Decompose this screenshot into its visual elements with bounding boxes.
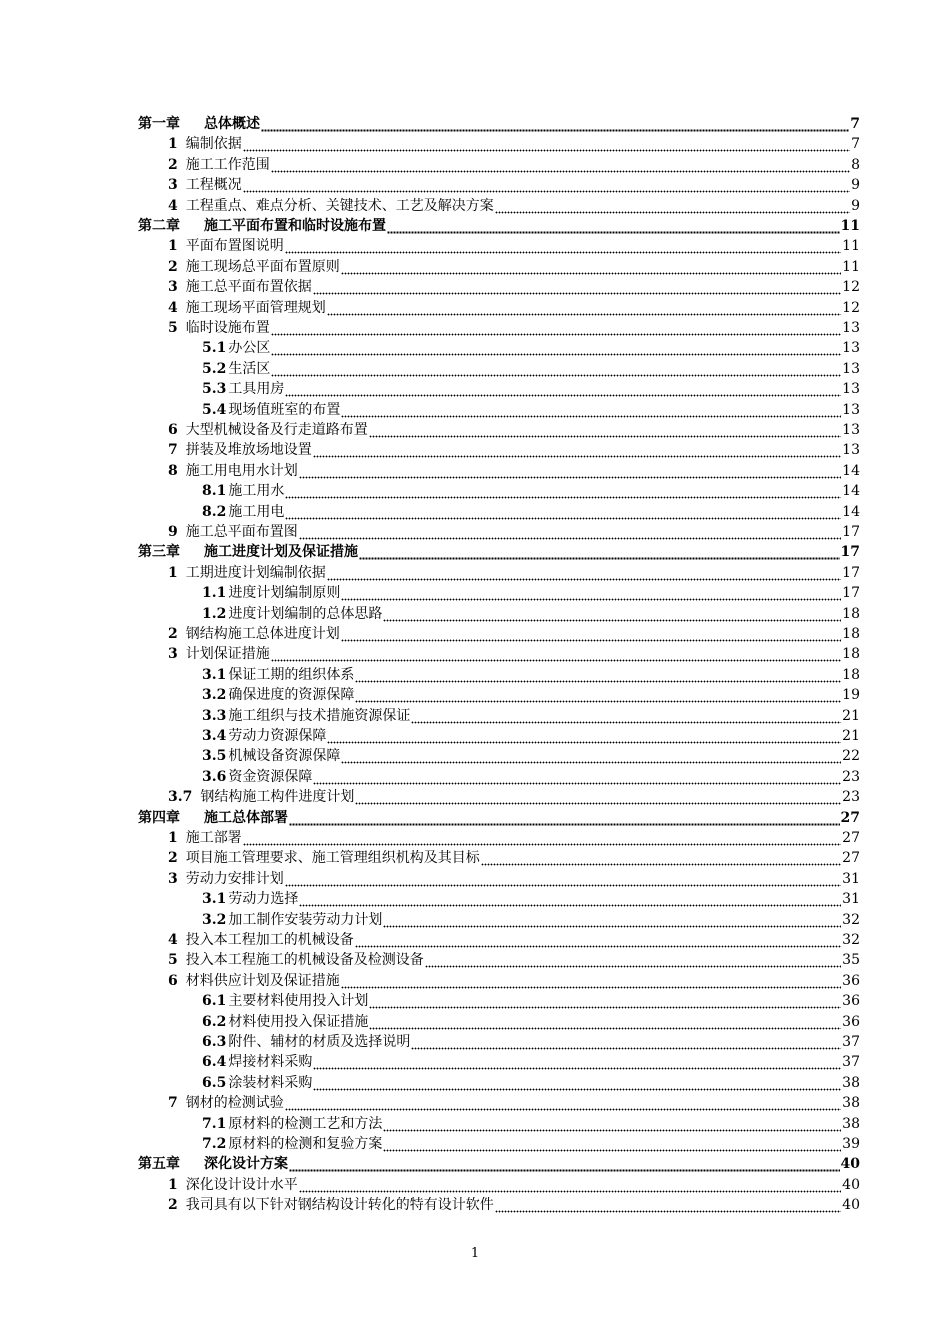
toc-entry-number: 1 bbox=[168, 136, 178, 153]
toc-entry-number: 5 bbox=[168, 320, 178, 336]
toc-entry-page: 13 bbox=[842, 360, 860, 377]
toc-entry-page: 40 bbox=[840, 1156, 860, 1173]
toc-entry[interactable] bbox=[138, 1052, 860, 1072]
toc-entry-title: 施工用水 bbox=[228, 483, 285, 500]
toc-entry-number: 3.2 bbox=[202, 687, 227, 704]
toc-entry-page: 40 bbox=[842, 1197, 860, 1214]
toc-entry[interactable] bbox=[138, 889, 860, 909]
toc-entry-title: 确保进度的资源保障 bbox=[228, 687, 355, 704]
dot-leader bbox=[341, 400, 841, 420]
toc-entry-number: 5.2 bbox=[202, 360, 227, 377]
toc-entry-title: 劳动力安排计划 bbox=[185, 870, 284, 887]
dot-leader bbox=[355, 665, 841, 685]
toc-entry-page: 31 bbox=[842, 891, 860, 908]
toc-entry-page: 31 bbox=[842, 870, 860, 887]
toc-entry-title: 施工平面布置和临时设施布置 bbox=[204, 218, 386, 234]
toc-entry-number: 5.3 bbox=[202, 381, 227, 398]
toc-entry-number: 6.4 bbox=[202, 1054, 227, 1071]
toc-entry-number: 5.1 bbox=[202, 340, 227, 357]
toc-entry[interactable] bbox=[138, 277, 860, 297]
toc-entry[interactable] bbox=[138, 379, 860, 399]
toc-entry-title: 施工工作范围 bbox=[185, 156, 270, 173]
dot-leader bbox=[341, 583, 841, 603]
toc-entry[interactable] bbox=[138, 644, 860, 664]
toc-entry-number: 第五章 bbox=[138, 1156, 180, 1173]
toc-entry-title: 工程概况 bbox=[185, 177, 242, 194]
toc-entry[interactable] bbox=[138, 236, 860, 256]
toc-entry-number: 2 bbox=[168, 850, 178, 867]
toc-entry-number: 第一章 bbox=[138, 116, 180, 132]
toc-entry-number: 6.2 bbox=[202, 1013, 227, 1030]
toc-entry-number: 第四章 bbox=[138, 809, 180, 826]
toc-entry-title: 施工进度计划及保证措施 bbox=[204, 544, 358, 561]
toc-entry-title: 施工组织与技术措施资源保证 bbox=[228, 707, 411, 724]
dot-leader bbox=[495, 1195, 841, 1215]
toc-entry-page: 14 bbox=[842, 462, 860, 479]
toc-entry-page: 37 bbox=[842, 1034, 860, 1050]
toc-entry[interactable] bbox=[138, 787, 860, 807]
toc-entry-number: 2 bbox=[168, 1197, 178, 1214]
toc-entry-number: 3.7 bbox=[168, 789, 193, 806]
toc-entry-page: 37 bbox=[842, 1054, 860, 1071]
toc-entry-title: 编制依据 bbox=[185, 136, 242, 153]
toc-entry-page: 32 bbox=[842, 932, 860, 948]
toc-entry-title: 项目施工管理要求、施工管理组织机构及其目标 bbox=[185, 850, 480, 867]
toc-entry-title: 进度计划编制的总体思路 bbox=[228, 605, 383, 622]
toc-entry[interactable] bbox=[138, 685, 860, 705]
dot-leader bbox=[299, 522, 841, 542]
toc-entry[interactable] bbox=[138, 828, 860, 848]
toc-entry-title: 施工现场总平面布置原则 bbox=[185, 258, 340, 275]
toc-entry[interactable] bbox=[138, 257, 860, 277]
toc-entry-number: 第三章 bbox=[138, 544, 180, 561]
toc-entry-title: 平面布置图说明 bbox=[185, 238, 284, 255]
toc-entry-title: 钢结构施工构件进度计划 bbox=[200, 789, 355, 806]
dot-leader bbox=[369, 420, 841, 440]
toc-entry-page: 11 bbox=[842, 258, 860, 275]
toc-entry-title: 大型机械设备及行走道路布置 bbox=[185, 422, 368, 438]
dot-leader bbox=[383, 604, 841, 624]
toc-entry-number: 5.4 bbox=[202, 401, 227, 418]
dot-leader bbox=[271, 155, 850, 175]
toc-entry[interactable] bbox=[138, 338, 860, 358]
dot-leader bbox=[243, 828, 841, 848]
dot-leader bbox=[383, 1134, 841, 1154]
toc-entry-number: 4 bbox=[168, 932, 178, 948]
toc-entry-page: 18 bbox=[842, 626, 860, 642]
toc-entry-page: 11 bbox=[842, 238, 860, 255]
toc-entry-number: 4 bbox=[168, 299, 178, 316]
toc-entry-title: 涂装材料采购 bbox=[228, 1074, 313, 1091]
toc-entry-title: 材料使用投入保证措施 bbox=[228, 1013, 369, 1030]
toc-entry-title: 资金资源保障 bbox=[228, 768, 313, 785]
toc-entry[interactable] bbox=[138, 216, 860, 236]
toc-entry-page: 14 bbox=[842, 503, 860, 520]
toc-entry-title: 我司具有以下针对钢结构设计转化的特有设计软件 bbox=[185, 1197, 494, 1214]
toc-entry-page: 38 bbox=[842, 1074, 860, 1091]
dot-leader bbox=[313, 767, 841, 787]
toc-entry-page: 13 bbox=[842, 401, 860, 418]
toc-entry-title: 拼装及堆放场地设置 bbox=[185, 442, 312, 459]
dot-leader bbox=[341, 971, 841, 991]
dot-leader bbox=[299, 889, 841, 909]
dot-leader bbox=[383, 1114, 841, 1134]
toc-entry[interactable] bbox=[138, 196, 860, 216]
toc-entry[interactable] bbox=[138, 1195, 860, 1215]
dot-leader bbox=[369, 991, 841, 1011]
dot-leader bbox=[313, 277, 841, 297]
toc-entry-number: 7.2 bbox=[202, 1136, 227, 1152]
toc-entry[interactable] bbox=[138, 1032, 860, 1052]
dot-leader bbox=[327, 563, 841, 583]
toc-entry-title: 原材料的检测工艺和方法 bbox=[228, 1115, 383, 1132]
dot-leader bbox=[341, 624, 841, 644]
toc-entry-title: 现场值班室的布置 bbox=[228, 401, 341, 418]
toc-entry-page: 36 bbox=[842, 972, 860, 989]
toc-entry-page: 13 bbox=[842, 320, 860, 336]
dot-leader bbox=[355, 787, 841, 807]
toc-entry[interactable] bbox=[138, 563, 860, 583]
toc-entry-number: 1.2 bbox=[202, 605, 227, 622]
toc-entry-title: 劳动力资源保障 bbox=[228, 728, 327, 744]
toc-entry-page: 40 bbox=[842, 1176, 860, 1193]
dot-leader bbox=[411, 1032, 841, 1052]
dot-leader bbox=[299, 461, 841, 481]
toc-entry[interactable] bbox=[138, 808, 860, 828]
toc-entry-title: 深化设计方案 bbox=[204, 1156, 288, 1173]
dot-leader bbox=[481, 848, 841, 868]
toc-entry[interactable] bbox=[138, 318, 860, 338]
toc-entry[interactable] bbox=[138, 175, 860, 195]
toc-entry-number: 6.3 bbox=[202, 1034, 227, 1050]
toc-entry[interactable] bbox=[138, 420, 860, 440]
toc-entry-page: 9 bbox=[851, 177, 860, 194]
toc-entry[interactable] bbox=[138, 706, 860, 726]
toc-entry-page: 21 bbox=[842, 728, 860, 744]
toc-entry-number: 3.2 bbox=[202, 911, 227, 928]
toc-entry[interactable] bbox=[138, 1175, 860, 1195]
toc-entry-page: 13 bbox=[842, 340, 860, 357]
toc-entry-page: 11 bbox=[840, 218, 860, 234]
dot-leader bbox=[355, 685, 841, 705]
dot-leader bbox=[341, 746, 841, 766]
toc-entry-number: 3 bbox=[168, 646, 178, 663]
toc-entry-page: 39 bbox=[842, 1136, 860, 1152]
dot-leader bbox=[285, 379, 841, 399]
toc-entry-title: 投入本工程施工的机械设备及检测设备 bbox=[185, 952, 424, 969]
toc-entry-page: 18 bbox=[842, 605, 860, 622]
toc-entry-title: 保证工期的组织体系 bbox=[228, 666, 355, 683]
dot-leader bbox=[271, 359, 841, 379]
toc-entry-title: 附件、辅材的材质及选择说明 bbox=[228, 1034, 411, 1050]
toc-entry-number: 6 bbox=[168, 972, 178, 989]
dot-leader bbox=[313, 1073, 841, 1093]
dot-leader bbox=[359, 542, 840, 562]
toc-entry[interactable] bbox=[138, 971, 860, 991]
toc-entry-page: 32 bbox=[842, 911, 860, 928]
toc-entry-number: 6.5 bbox=[202, 1074, 227, 1091]
dot-leader bbox=[327, 726, 841, 746]
toc-entry-title: 施工部署 bbox=[185, 830, 242, 846]
toc-entry-number: 3 bbox=[168, 177, 178, 194]
toc-entry[interactable] bbox=[138, 522, 860, 542]
toc-entry-number: 7 bbox=[168, 1095, 178, 1112]
toc-entry-number: 1 bbox=[168, 1176, 178, 1193]
toc-entry-title: 钢结构施工总体进度计划 bbox=[185, 626, 340, 642]
toc-entry-number: 3.4 bbox=[202, 728, 227, 744]
toc-entry-page: 14 bbox=[842, 483, 860, 500]
toc-entry-title: 施工总平面布置依据 bbox=[185, 279, 312, 296]
dot-leader bbox=[355, 930, 841, 950]
toc-entry-title: 材料供应计划及保证措施 bbox=[185, 972, 340, 989]
toc-entry[interactable] bbox=[138, 848, 860, 868]
toc-entry[interactable] bbox=[138, 1114, 860, 1134]
toc-entry-number: 6 bbox=[168, 422, 178, 438]
dot-leader bbox=[495, 196, 850, 216]
toc-entry-title: 工程重点、难点分析、关键技术、工艺及解决方案 bbox=[185, 197, 494, 214]
toc-entry-number: 2 bbox=[168, 156, 178, 173]
toc-entry-title: 主要材料使用投入计划 bbox=[228, 993, 369, 1010]
toc-entry-title: 施工总体部署 bbox=[204, 809, 288, 826]
dot-leader bbox=[327, 298, 841, 318]
toc-entry[interactable] bbox=[138, 440, 860, 460]
toc-entry[interactable] bbox=[138, 502, 860, 522]
toc-entry-number: 8 bbox=[168, 462, 178, 479]
dot-leader bbox=[261, 114, 849, 134]
dot-leader bbox=[285, 481, 841, 501]
dot-leader bbox=[289, 1154, 840, 1174]
toc-entry-title: 总体概述 bbox=[204, 116, 260, 132]
toc-entry-title: 临时设施布置 bbox=[185, 320, 270, 336]
toc-entry-title: 焊接材料采购 bbox=[228, 1054, 313, 1071]
toc-entry-number: 2 bbox=[168, 626, 178, 642]
toc-entry-page: 12 bbox=[842, 299, 860, 316]
dot-leader bbox=[285, 869, 841, 889]
toc-entry-page: 7 bbox=[850, 116, 860, 132]
dot-leader bbox=[271, 318, 841, 338]
toc-entry[interactable] bbox=[138, 767, 860, 787]
toc-entry[interactable] bbox=[138, 359, 860, 379]
toc-entry-page: 9 bbox=[851, 197, 860, 214]
toc-entry-number: 3.1 bbox=[202, 666, 227, 683]
dot-leader bbox=[411, 706, 841, 726]
toc-entry-page: 7 bbox=[851, 136, 860, 153]
toc-entry[interactable] bbox=[138, 481, 860, 501]
toc-entry[interactable] bbox=[138, 542, 860, 562]
toc-entry-page: 18 bbox=[842, 666, 860, 683]
toc-entry-number: 7.1 bbox=[202, 1115, 227, 1132]
toc-entry-title: 办公区 bbox=[228, 340, 271, 357]
toc-entry-number: 1 bbox=[168, 564, 178, 581]
toc-entry[interactable] bbox=[138, 134, 860, 154]
toc-entry[interactable] bbox=[138, 624, 860, 644]
toc-entry-page: 13 bbox=[842, 442, 860, 459]
dot-leader bbox=[313, 1052, 841, 1072]
dot-leader bbox=[289, 808, 840, 828]
dot-leader bbox=[313, 440, 841, 460]
toc-entry-page: 8 bbox=[851, 156, 860, 173]
toc-entry-title: 生活区 bbox=[228, 360, 271, 377]
toc-entry-title: 劳动力选择 bbox=[228, 891, 299, 908]
toc-entry-page: 13 bbox=[842, 381, 860, 398]
toc-entry[interactable] bbox=[138, 604, 860, 624]
toc-entry[interactable] bbox=[138, 1093, 860, 1113]
toc-entry-page: 27 bbox=[842, 830, 860, 846]
toc-entry-number: 8.2 bbox=[202, 503, 227, 520]
toc-entry-number: 3 bbox=[168, 870, 178, 887]
toc-entry[interactable] bbox=[138, 1073, 860, 1093]
toc-entry-title: 机械设备资源保障 bbox=[228, 748, 341, 765]
toc-entry-title: 投入本工程加工的机械设备 bbox=[185, 932, 354, 948]
toc-entry-page: 23 bbox=[842, 768, 860, 785]
toc-entry-number: 3.3 bbox=[202, 707, 227, 724]
toc-entry-title: 进度计划编制原则 bbox=[228, 585, 341, 602]
toc-entry-number: 第二章 bbox=[138, 218, 180, 234]
toc-entry-page: 17 bbox=[842, 524, 860, 540]
toc-entry-page: 27 bbox=[842, 850, 860, 867]
toc-entry[interactable] bbox=[138, 869, 860, 889]
toc-entry-page: 38 bbox=[842, 1115, 860, 1132]
toc-entry[interactable] bbox=[138, 726, 860, 746]
toc-entry[interactable] bbox=[138, 114, 860, 134]
toc-entry-number: 9 bbox=[168, 524, 178, 540]
dot-leader bbox=[425, 950, 841, 970]
toc-entry-number: 2 bbox=[168, 258, 178, 275]
toc-entry[interactable] bbox=[138, 930, 860, 950]
toc-entry-page: 36 bbox=[842, 993, 860, 1010]
dot-leader bbox=[271, 644, 841, 664]
toc-entry-number: 3.6 bbox=[202, 768, 227, 785]
toc-entry-page: 23 bbox=[842, 789, 860, 806]
dot-leader bbox=[387, 216, 840, 236]
toc-entry[interactable] bbox=[138, 910, 860, 930]
toc-entry-page: 19 bbox=[842, 687, 860, 704]
toc-entry[interactable] bbox=[138, 461, 860, 481]
toc-entry[interactable] bbox=[138, 665, 860, 685]
dot-leader bbox=[383, 910, 841, 930]
page-number: 1 bbox=[470, 1246, 480, 1261]
toc-entry-number: 3.1 bbox=[202, 891, 227, 908]
toc-entry-number: 1.1 bbox=[202, 585, 227, 602]
toc-entry-number: 7 bbox=[168, 442, 178, 459]
dot-leader bbox=[369, 1012, 841, 1032]
toc-entry-title: 加工制作安装劳动力计划 bbox=[228, 911, 383, 928]
toc-entry-page: 17 bbox=[842, 585, 860, 602]
toc-entry[interactable] bbox=[138, 991, 860, 1011]
toc-entry[interactable] bbox=[138, 583, 860, 603]
toc-entry-title: 施工用电用水计划 bbox=[185, 462, 298, 479]
toc-entry-title: 施工用电 bbox=[228, 503, 285, 520]
toc-entry-page: 17 bbox=[840, 544, 860, 561]
toc-entry-number: 3 bbox=[168, 279, 178, 296]
dot-leader bbox=[271, 338, 841, 358]
toc-entry-page: 13 bbox=[842, 422, 860, 438]
dot-leader bbox=[285, 1093, 841, 1113]
toc-entry-page: 18 bbox=[842, 646, 860, 663]
toc-entry-title: 原材料的检测和复验方案 bbox=[228, 1136, 383, 1152]
toc-entry-page: 36 bbox=[842, 1013, 860, 1030]
toc-entry[interactable] bbox=[138, 155, 860, 175]
toc-entry-title: 计划保证措施 bbox=[185, 646, 270, 663]
toc-entry-page: 35 bbox=[842, 952, 860, 969]
toc-entry[interactable] bbox=[138, 746, 860, 766]
toc-entry-number: 4 bbox=[168, 197, 178, 214]
toc-entry[interactable] bbox=[138, 1154, 860, 1174]
dot-leader bbox=[341, 257, 841, 277]
toc-entry-title: 施工现场平面管理规划 bbox=[185, 299, 326, 316]
dot-leader bbox=[285, 502, 841, 522]
toc-entry[interactable] bbox=[138, 1012, 860, 1032]
toc-entry-number: 1 bbox=[168, 830, 178, 846]
toc-entry-number: 6.1 bbox=[202, 993, 227, 1010]
toc-entry[interactable] bbox=[138, 400, 860, 420]
dot-leader bbox=[243, 175, 850, 195]
toc-entry[interactable] bbox=[138, 950, 860, 970]
toc-entry-title: 工具用房 bbox=[228, 381, 285, 398]
toc-entry-page: 12 bbox=[842, 279, 860, 296]
toc-entry-page: 38 bbox=[842, 1095, 860, 1112]
toc-entry[interactable] bbox=[138, 1134, 860, 1154]
toc-entry-title: 施工总平面布置图 bbox=[185, 524, 298, 540]
toc-entry-title: 深化设计设计水平 bbox=[185, 1176, 298, 1193]
toc-entry-page: 21 bbox=[842, 707, 860, 724]
toc-entry-page: 27 bbox=[840, 809, 860, 826]
toc-entry-title: 钢材的检测试验 bbox=[185, 1095, 284, 1112]
toc-entry-number: 1 bbox=[168, 238, 178, 255]
dot-leader bbox=[285, 236, 841, 256]
toc-entry-title: 工期进度计划编制依据 bbox=[185, 564, 326, 581]
toc-entry-page: 17 bbox=[842, 564, 860, 581]
toc-entry-number: 3.5 bbox=[202, 748, 227, 765]
toc-entry[interactable] bbox=[138, 298, 860, 318]
toc-entry-number: 8.1 bbox=[202, 483, 227, 500]
dot-leader bbox=[243, 134, 850, 154]
toc-entry-page: 22 bbox=[842, 748, 860, 765]
toc-entry-number: 5 bbox=[168, 952, 178, 969]
dot-leader bbox=[299, 1175, 841, 1195]
